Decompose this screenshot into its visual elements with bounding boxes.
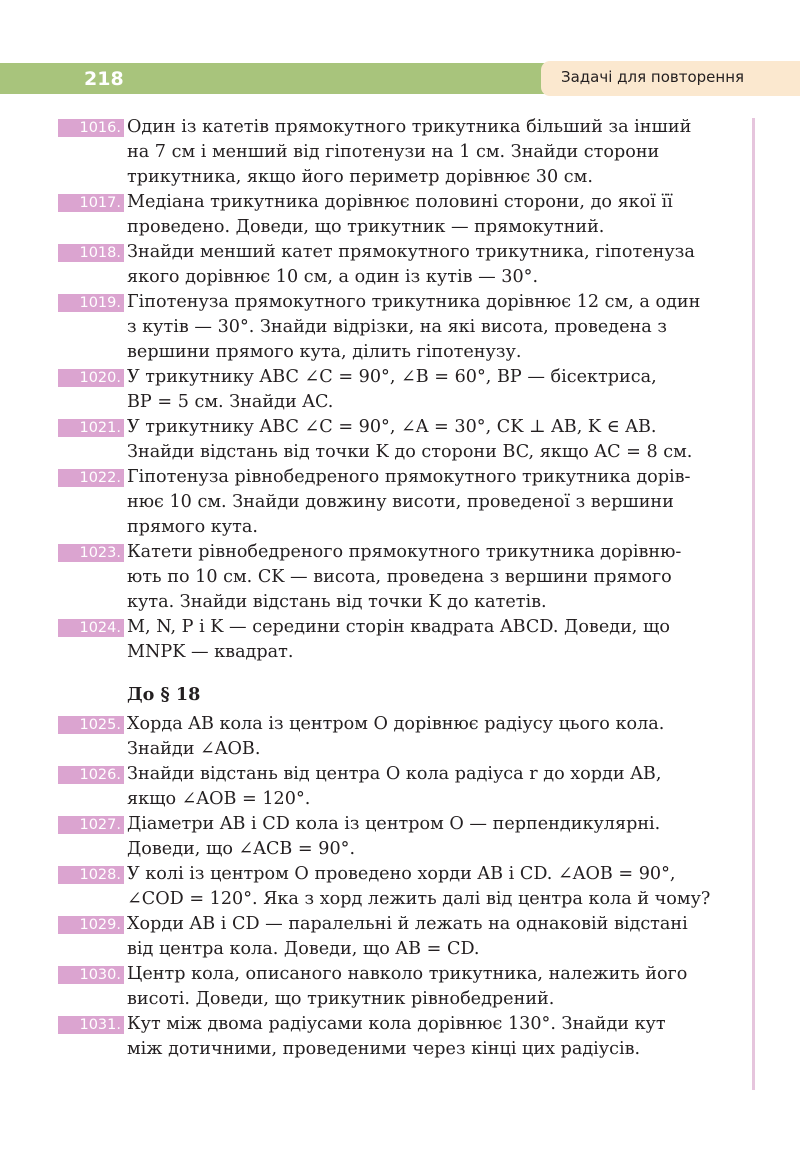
page-number: 218: [84, 68, 124, 90]
problem-text: [127, 912, 737, 962]
problem-text-line: M, N, P і K — середини сторін квадрата ABCD. Доведи, що: [127, 617, 670, 637]
problem-text-line: ∠COD = 120°. Яка з хорд лежить далі від центра кола й чому?: [127, 889, 711, 909]
problem-text-line: Знайди ∠AOB.: [127, 739, 261, 759]
problem-number-badge: 1021.: [58, 419, 124, 437]
problem-number-badge: 1025.: [58, 716, 124, 734]
problem-text-line: з кутів — 30°. Знайди відрізки, на які висота, проведена з: [127, 317, 667, 337]
problem-text-line: Один із катетів прямокутного трикутника більший за інший: [127, 117, 692, 137]
problem-text-line: Діаметри AB і CD кола із центром O — перпендикулярні.: [127, 814, 661, 834]
problem-text-line: У трикутнику ABC ∠C = 90°, ∠A = 30°, CK ⊥ AB, K ∈ AB.: [127, 417, 657, 437]
problem-text-line: проведено. Доведи, що трикутник — прямокутний.: [127, 217, 605, 237]
problem-number-badge: 1019.: [58, 294, 124, 312]
problem-text: [127, 762, 737, 812]
problem-number-badge: 1016.: [58, 119, 124, 137]
problem-text-line: якого дорівнює 10 см, а один із кутів — 30°.: [127, 267, 539, 287]
problem-number-badge: 1031.: [58, 1016, 124, 1034]
problem-text-line: прямого кута.: [127, 517, 258, 537]
problem-text: [127, 615, 737, 665]
problem-text: [127, 290, 737, 365]
problem-text: [127, 465, 737, 540]
problem-text-line: BP = 5 см. Знайди AC.: [127, 392, 334, 412]
problem-text: [127, 812, 737, 862]
problem-text: [127, 712, 737, 762]
problem-text: [127, 540, 737, 615]
problem-text-line: Гіпотенуза прямокутного трикутника дорівнює 12 см, а один: [127, 292, 701, 312]
problem-text-line: Доведи, що ∠ACB = 90°.: [127, 839, 356, 859]
problem-number-badge: 1022.: [58, 469, 124, 487]
problem-text: [127, 240, 737, 290]
problem-text: [127, 862, 737, 912]
problem-text-line: трикутника, якщо його периметр дорівнює 30 см.: [127, 167, 593, 187]
problem-text-line: Катети рівнобедреного прямокутного трикутника дорівню-: [127, 542, 682, 562]
problem-number-badge: 1024.: [58, 619, 124, 637]
problem-number-badge: 1027.: [58, 816, 124, 834]
problem-number-badge: 1017.: [58, 194, 124, 212]
problem-text: [127, 190, 737, 240]
problem-text-line: Хорди AB і CD — паралельні й лежать на однаковій відстані: [127, 914, 688, 934]
problem-text: [127, 962, 737, 1012]
problem-text-line: між дотичними, проведеними через кінці цих радіусів.: [127, 1039, 641, 1059]
problem-text-line: якщо ∠AOB = 120°.: [127, 789, 311, 809]
problem-text-line: Знайди відстань від центра O кола радіуса r до хорди AB,: [127, 764, 662, 784]
problem-text-line: Гіпотенуза рівнобедреного прямокутного трикутника дорів-: [127, 467, 691, 487]
problem-text-line: нює 10 см. Знайди довжину висоти, проведеної з вершини: [127, 492, 674, 512]
problem-text-line: кута. Знайди відстань від точки K до катетів.: [127, 592, 547, 612]
problem-text: [127, 415, 737, 465]
section-title-tab: Задачі для повторення: [541, 61, 800, 96]
problem-number-badge: 1030.: [58, 966, 124, 984]
problem-number-badge: 1029.: [58, 916, 124, 934]
problem-number-badge: 1026.: [58, 766, 124, 784]
problem-text-line: Кут між двома радіусами кола дорівнює 130°. Знайди кут: [127, 1014, 666, 1034]
problem-text-line: MNPK — квадрат.: [127, 642, 294, 662]
problem-text-line: У колі із центром O проведено хорди AB і CD. ∠AOB = 90°,: [127, 864, 676, 884]
right-margin-rule: [752, 118, 755, 1090]
problem-number-badge: 1028.: [58, 866, 124, 884]
problem-text-line: на 7 см і менший від гіпотенузи на 1 см. Знайди сторони: [127, 142, 660, 162]
problem-text-line: від центра кола. Доведи, що AB = CD.: [127, 939, 480, 959]
problem-text-line: Центр кола, описаного навколо трикутника, належить його: [127, 964, 688, 984]
problem-text-line: Медіана трикутника дорівнює половині сторони, до якої її: [127, 192, 673, 212]
section-subheading: До § 18: [127, 684, 201, 705]
problem-text-line: ють по 10 см. CK — висота, проведена з вершини прямого: [127, 567, 672, 587]
problem-text-line: висоті. Доведи, що трикутник рівнобедрений.: [127, 989, 555, 1009]
problem-text-line: Хорда AB кола із центром O дорівнює радіусу цього кола.: [127, 714, 665, 734]
problem-text: [127, 365, 737, 415]
problem-text-line: Знайди відстань від точки K до сторони BC, якщо AC = 8 см.: [127, 442, 693, 462]
problem-number-badge: 1018.: [58, 244, 124, 262]
problem-text-line: У трикутнику ABC ∠C = 90°, ∠B = 60°, BP — бісектриса,: [127, 367, 657, 387]
problem-text-line: вершини прямого кута, ділить гіпотенузу.: [127, 342, 522, 362]
problem-text: [127, 115, 737, 190]
problem-text-line: Знайди менший катет прямокутного трикутника, гіпотенуза: [127, 242, 695, 262]
problem-number-badge: 1023.: [58, 544, 124, 562]
problem-text: [127, 1012, 737, 1062]
problem-number-badge: 1020.: [58, 369, 124, 387]
